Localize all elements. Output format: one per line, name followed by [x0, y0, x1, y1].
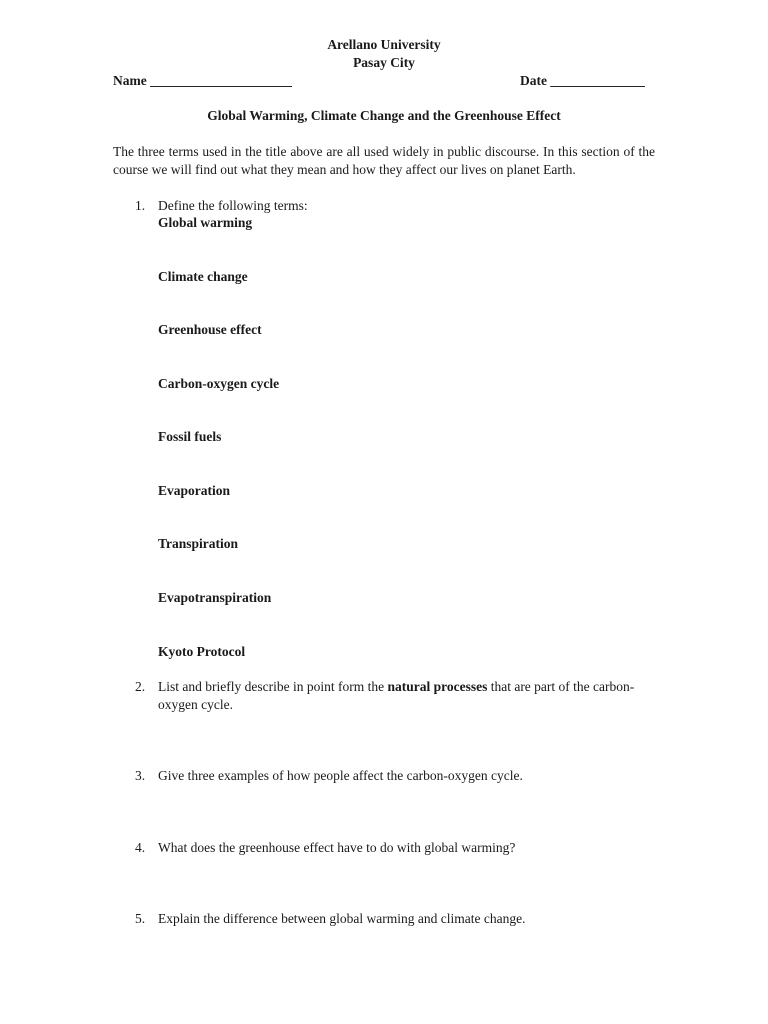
- term-evaporation: Evaporation: [158, 483, 231, 498]
- city-name: Pasay City: [353, 55, 415, 70]
- question-2-text-end: that are part of the carbon-oxygen cycle.: [158, 679, 635, 712]
- term-evapotranspiration: Evapotranspiration: [158, 590, 272, 605]
- term-global-warming: Global warming: [158, 215, 253, 230]
- question-3-number: 3.: [135, 768, 146, 783]
- question-1-text: Define the following terms:: [158, 198, 308, 213]
- question-2-text: [158, 678, 655, 714]
- question-2-number: 2.: [135, 679, 146, 694]
- question-1-number: 1.: [135, 198, 146, 213]
- name-field: Name _____________________: [113, 73, 292, 88]
- intro-paragraph: The three terms used in the title above are all used widely in public discourse. In this section of the course we will find out what they mean and how they affect our lives on planet Earth.: [113, 144, 655, 177]
- term-carbon-oxygen-cycle: Carbon-oxygen cycle: [158, 376, 280, 391]
- question-5-text: Explain the difference between global warming and climate change.: [158, 911, 526, 926]
- worksheet-title: Global Warming, Climate Change and the Greenhouse Effect: [207, 108, 561, 123]
- question-5-number: 5.: [135, 911, 146, 926]
- term-transpiration: Transpiration: [158, 536, 239, 551]
- question-4-text: What does the greenhouse effect have to do with global warming?: [158, 840, 516, 855]
- term-climate-change: Climate change: [158, 269, 248, 284]
- term-fossil-fuels: Fossil fuels: [158, 429, 222, 444]
- question-2-emphasis: natural processes: [387, 679, 488, 694]
- date-field: Date ______________: [520, 73, 645, 88]
- university-name: Arellano University: [327, 37, 441, 52]
- term-kyoto-protocol: Kyoto Protocol: [158, 644, 246, 659]
- question-2-text-start: List and briefly describe in point form the: [158, 679, 388, 694]
- term-greenhouse-effect: Greenhouse effect: [158, 322, 262, 337]
- question-3-text: Give three examples of how people affect the carbon-oxygen cycle.: [158, 768, 523, 783]
- question-4-number: 4.: [135, 840, 146, 855]
